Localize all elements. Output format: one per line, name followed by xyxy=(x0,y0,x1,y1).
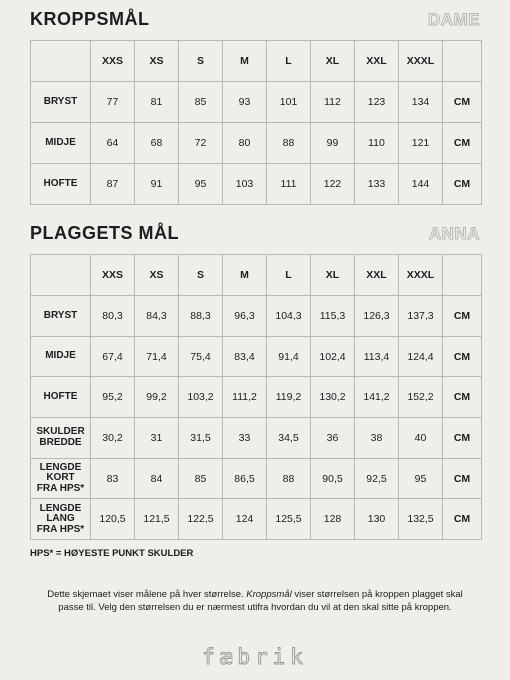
row-label: MIDJE xyxy=(31,123,91,164)
measurement-cell: 88,3 xyxy=(179,296,223,337)
unit-cell: CM xyxy=(443,123,482,164)
description-text xyxy=(40,588,470,614)
measurement-cell: 122 xyxy=(311,164,355,205)
size-header-m: M xyxy=(223,41,267,82)
garment-measurements-table xyxy=(30,254,482,540)
header-row xyxy=(31,41,482,82)
size-header-xxs: XXS xyxy=(91,41,135,82)
measurement-cell: 103 xyxy=(223,164,267,205)
unit-cell: CM xyxy=(443,296,482,337)
measurement-cell: 40 xyxy=(399,418,443,459)
unit-cell: CM xyxy=(443,377,482,418)
measurement-cell: 102,4 xyxy=(311,336,355,377)
size-header-xs: XS xyxy=(135,255,179,296)
row-label: HOFTE xyxy=(31,164,91,205)
measurement-cell: 126,3 xyxy=(355,296,399,337)
measurement-cell: 96,3 xyxy=(223,296,267,337)
header-corner-cell xyxy=(31,41,91,82)
description-italic: Kroppsmål xyxy=(246,589,292,600)
size-header-l: L xyxy=(267,255,311,296)
measurement-cell: 112 xyxy=(311,82,355,123)
measurement-cell: 83 xyxy=(91,458,135,499)
row-label: SKULDER BREDDE xyxy=(31,418,91,459)
measurement-cell: 133 xyxy=(355,164,399,205)
measurement-cell: 115,3 xyxy=(311,296,355,337)
measurement-cell: 123 xyxy=(355,82,399,123)
measurement-cell: 91 xyxy=(135,164,179,205)
row-label: LENGDE KORT FRA HPS* xyxy=(31,458,91,499)
measurement-cell: 75,4 xyxy=(179,336,223,377)
measurement-row xyxy=(31,164,482,205)
garment-measurements-header xyxy=(30,223,480,244)
measurement-cell: 120,5 xyxy=(91,499,135,540)
row-label: MIDJE xyxy=(31,336,91,377)
header-unit-cell xyxy=(443,41,482,82)
measurement-cell: 71,4 xyxy=(135,336,179,377)
garment-measurements-tag: ANNA xyxy=(428,223,480,243)
size-header-xxxl: XXXL xyxy=(399,255,443,296)
unit-cell: CM xyxy=(443,418,482,459)
measurement-cell: 64 xyxy=(91,123,135,164)
measurement-cell: 81 xyxy=(135,82,179,123)
measurement-cell: 125,5 xyxy=(267,499,311,540)
size-header-xxs: XXS xyxy=(91,255,135,296)
measurement-cell: 152,2 xyxy=(399,377,443,418)
garment-measurements-title: PLAGGETS MÅL xyxy=(30,223,179,243)
measurement-cell: 33 xyxy=(223,418,267,459)
size-header-xxxl: XXXL xyxy=(399,41,443,82)
measurement-row xyxy=(31,499,482,540)
header-corner-cell xyxy=(31,255,91,296)
row-label: LENGDE LANG FRA HPS* xyxy=(31,499,91,540)
measurement-cell: 85 xyxy=(179,458,223,499)
size-header-xl: XL xyxy=(311,41,355,82)
header-row xyxy=(31,255,482,296)
row-label: BRYST xyxy=(31,296,91,337)
size-header-xxl: XXL xyxy=(355,41,399,82)
measurement-cell: 92,5 xyxy=(355,458,399,499)
measurement-cell: 91,4 xyxy=(267,336,311,377)
body-measurements-header xyxy=(30,9,480,30)
measurement-cell: 80,3 xyxy=(91,296,135,337)
measurement-cell: 84 xyxy=(135,458,179,499)
measurement-row xyxy=(31,458,482,499)
measurement-cell: 124,4 xyxy=(399,336,443,377)
unit-cell: CM xyxy=(443,336,482,377)
measurement-cell: 111,2 xyxy=(223,377,267,418)
measurement-cell: 110 xyxy=(355,123,399,164)
measurement-cell: 77 xyxy=(91,82,135,123)
measurement-cell: 34,5 xyxy=(267,418,311,459)
measurement-cell: 93 xyxy=(223,82,267,123)
measurement-cell: 130,2 xyxy=(311,377,355,418)
header-unit-cell xyxy=(443,255,482,296)
measurement-cell: 30,2 xyxy=(91,418,135,459)
unit-cell: CM xyxy=(443,164,482,205)
measurement-cell: 99,2 xyxy=(135,377,179,418)
row-label: HOFTE xyxy=(31,377,91,418)
size-header-s: S xyxy=(179,255,223,296)
description-part1: Dette skjemaet viser målene på hver størrelse. xyxy=(47,589,247,600)
size-header-xl: XL xyxy=(311,255,355,296)
measurement-cell: 101 xyxy=(267,82,311,123)
measurement-cell: 38 xyxy=(355,418,399,459)
measurement-cell: 31,5 xyxy=(179,418,223,459)
size-header-xs: XS xyxy=(135,41,179,82)
measurement-cell: 31 xyxy=(135,418,179,459)
measurement-cell: 103,2 xyxy=(179,377,223,418)
measurement-row xyxy=(31,336,482,377)
measurement-cell: 95 xyxy=(399,458,443,499)
measurement-cell: 80 xyxy=(223,123,267,164)
measurement-row xyxy=(31,418,482,459)
hps-footnote: HPS* = HØYESTE PUNKT SKULDER xyxy=(30,548,194,559)
measurement-cell: 84,3 xyxy=(135,296,179,337)
size-header-l: L xyxy=(267,41,311,82)
measurement-cell: 113,4 xyxy=(355,336,399,377)
brand-logo: fæbrik xyxy=(202,645,308,669)
measurement-cell: 36 xyxy=(311,418,355,459)
measurement-cell: 132,5 xyxy=(399,499,443,540)
measurement-cell: 122,5 xyxy=(179,499,223,540)
measurement-cell: 124 xyxy=(223,499,267,540)
measurement-cell: 121,5 xyxy=(135,499,179,540)
measurement-cell: 99 xyxy=(311,123,355,164)
measurement-cell: 87 xyxy=(91,164,135,205)
measurement-cell: 86,5 xyxy=(223,458,267,499)
measurement-row xyxy=(31,296,482,337)
measurement-cell: 88 xyxy=(267,458,311,499)
measurement-cell: 130 xyxy=(355,499,399,540)
body-measurements-tag: DAME xyxy=(427,9,480,29)
measurement-row xyxy=(31,82,482,123)
measurement-cell: 68 xyxy=(135,123,179,164)
measurement-cell: 95,2 xyxy=(91,377,135,418)
unit-cell: CM xyxy=(443,82,482,123)
measurement-cell: 104,3 xyxy=(267,296,311,337)
measurement-cell: 141,2 xyxy=(355,377,399,418)
measurement-cell: 128 xyxy=(311,499,355,540)
measurement-cell: 111 xyxy=(267,164,311,205)
measurement-row xyxy=(31,377,482,418)
measurement-cell: 119,2 xyxy=(267,377,311,418)
measurement-cell: 67,4 xyxy=(91,336,135,377)
measurement-cell: 83,4 xyxy=(223,336,267,377)
row-label: BRYST xyxy=(31,82,91,123)
body-measurements-table xyxy=(30,40,482,205)
unit-cell: CM xyxy=(443,458,482,499)
body-measurements-title: KROPPSMÅL xyxy=(30,9,150,29)
size-header-s: S xyxy=(179,41,223,82)
measurement-row xyxy=(31,123,482,164)
measurement-cell: 72 xyxy=(179,123,223,164)
size-header-m: M xyxy=(223,255,267,296)
unit-cell: CM xyxy=(443,499,482,540)
measurement-cell: 121 xyxy=(399,123,443,164)
measurement-cell: 85 xyxy=(179,82,223,123)
size-header-xxl: XXL xyxy=(355,255,399,296)
description-part3: viser størrelsen på kroppen plagget skal passe til. Velg den størrelsen du er nærmest utifra hvordan du vil at den skal sitte på kroppen. xyxy=(58,589,463,613)
measurement-cell: 95 xyxy=(179,164,223,205)
measurement-cell: 144 xyxy=(399,164,443,205)
measurement-cell: 137,3 xyxy=(399,296,443,337)
measurement-cell: 88 xyxy=(267,123,311,164)
measurement-cell: 134 xyxy=(399,82,443,123)
measurement-cell: 90,5 xyxy=(311,458,355,499)
